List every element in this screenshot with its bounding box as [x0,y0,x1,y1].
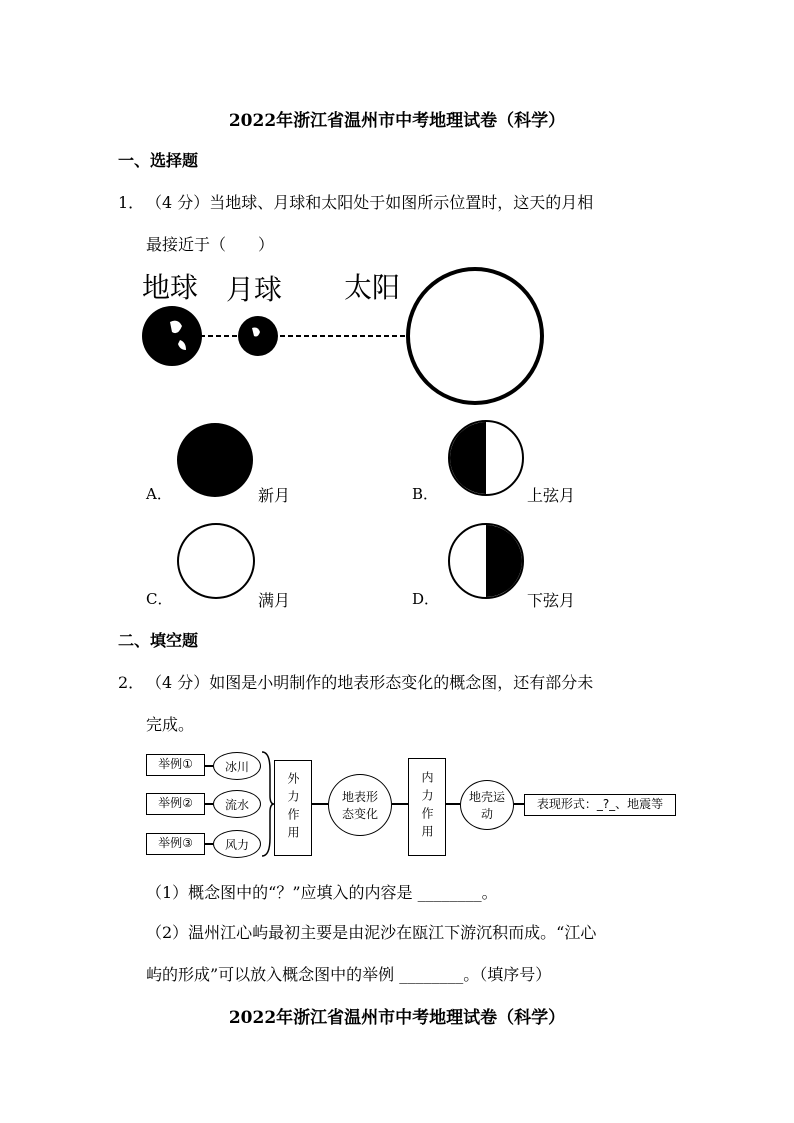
option-b-letter: B． [412,485,439,503]
option-a-label[interactable]: 新月 [258,486,291,505]
agent-glacier: 冰川 [213,752,261,780]
sun-label: 太阳 [344,271,401,304]
q1-stem-line2: 最接近于（ ） [146,235,275,254]
option-b-label[interactable]: 上弦月 [527,486,576,505]
option-d-letter: D． [412,590,440,608]
concept-map [140,744,685,864]
option-c-label[interactable]: 满月 [258,591,291,610]
option-a-letter: A． [146,485,172,503]
earth-icon [142,306,202,366]
q1-number: 1． [118,193,145,212]
earth-label: 地球 [142,271,199,304]
q2-stem-line1: （4 分）如图是小明制作的地表形态变化的概念图，还有部分未 [146,673,594,692]
example-2-box: 举例② [146,793,205,815]
section-heading-choice: 一、选择题 [118,151,199,170]
option-a-new-moon-icon [177,423,253,497]
page-footer-title: 2022年浙江省温州市中考地理试卷（科学） [228,1008,566,1028]
crust-movement-node: 地壳运动 [460,780,514,830]
section-heading-fill: 二、填空题 [118,631,199,650]
page-title: 2022年浙江省温州市中考地理试卷（科学） [228,111,566,131]
internal-force-box [408,758,446,856]
sun-icon [408,269,542,403]
q1-position-figure [140,262,560,412]
option-c-letter: C． [146,590,173,608]
moon-icon [238,316,278,356]
q2-stem-line2: 完成。 [146,715,195,734]
option-d-label[interactable]: 下弦月 [527,591,576,610]
earth-moon-sun-diagram [140,262,560,412]
example-3-box: 举例③ [146,833,205,855]
landform-change-node: 地表形态变化 [328,774,392,836]
q1-stem-line1: （4 分）当地球、月球和太阳处于如图所示位置时，这天的月相 [146,193,594,212]
q2-sub2-line2[interactable]: 屿的形成”可以放入概念图中的举例 ________。（填序号） [146,965,552,984]
q2-sub1[interactable]: （1）概念图中的“？”应填入的内容是 ________。 [146,883,498,902]
agent-wind: 风力 [213,830,261,858]
moon-label: 月球 [226,273,283,306]
agent-water: 流水 [213,790,261,818]
expression-box: 表现形式：_?_、地震等 [524,794,676,816]
q2-number: 2． [118,673,145,692]
option-b-first-quarter-icon [448,420,524,496]
q2-sub2-line1: （2）温州江心屿最初主要是由泥沙在瓯江下游沉积而成。“江心 [146,923,597,942]
option-d-last-quarter-icon [448,523,524,599]
example-1-box: 举例① [146,754,205,776]
external-force-label: 外力作用 [286,772,300,844]
option-c-full-moon-icon [177,523,255,599]
internal-force-label: 内力作用 [420,771,434,843]
external-force-box [274,760,312,856]
